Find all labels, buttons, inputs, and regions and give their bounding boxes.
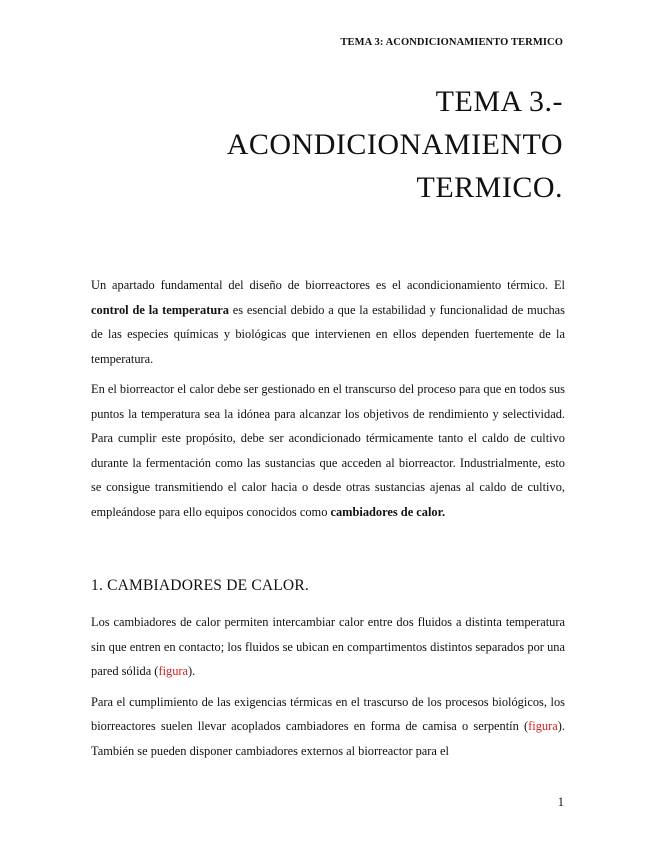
text-run: es esencial debido a que la estabilidad y funcionalidad de muchas de las especies químicas y biológicas que intervienen en ellos dependen fuertemente de la temperatura.	[91, 302, 565, 366]
section-1-paragraph-1	[91, 610, 565, 684]
text-run: ).	[188, 664, 196, 678]
intro-paragraph-2	[91, 377, 565, 524]
bold-term-heat-exchangers: cambiadores de calor.	[330, 504, 446, 519]
section-heading-1: 1. CAMBIADORES DE CALOR.	[91, 577, 309, 594]
intro-section	[91, 273, 565, 530]
title-line-1: TEMA 3.-	[435, 85, 563, 118]
text-run: Para el cumplimiento de las exigencias térmicas en el trascurso de los procesos biológicos, los biorreactores suelen llevar acoplados cambiadores en forma de camisa o serpentín (	[91, 694, 565, 733]
document-title	[227, 80, 563, 209]
text-run: Un apartado fundamental del diseño de biorreactores es el acondicionamiento térmico. El	[91, 278, 565, 292]
figure-reference-link[interactable]: figura	[528, 719, 558, 733]
text-run: Los cambiadores de calor permiten intercambiar calor entre dos fluidos a distinta temperatura sin que entren en contacto; los fluidos se ubican en compartimentos distintos separados por una pared sólida (	[91, 615, 565, 678]
title-line-2: ACONDICIONAMIENTO	[226, 128, 563, 161]
section-1-paragraph-2	[91, 690, 565, 764]
running-header: TEMA 3: ACONDICIONAMIENTO TERMICO	[340, 37, 563, 48]
figure-reference-link[interactable]: figura	[158, 664, 189, 678]
bold-term-temperature-control: control de la temperatura	[91, 302, 229, 317]
title-line-3: TERMICO.	[416, 171, 563, 204]
page-number: 1	[557, 795, 564, 809]
text-run: En el biorreactor el calor debe ser gestionado en el transcurso del proceso para que en todos sus puntos la temperatura sea la idónea para alcanzar los objetivos de rendimiento y selectividad. Para cumplir este propósito, debe ser acondicionado térmicamente tanto el caldo de cultivo durante la fermentación como las sustancias que acceden al biorreactor. Industrialmente, esto se consigue transmitiendo el calor hacia o desde otras sustancias ajenas al caldo de cultivo, empleándose para ello equipos conocidos como	[91, 382, 565, 519]
text-run: ). También se pueden disponer cambiadores externos al biorreactor para el	[91, 719, 565, 758]
section-1-body	[91, 610, 565, 769]
intro-paragraph-1	[91, 273, 565, 371]
